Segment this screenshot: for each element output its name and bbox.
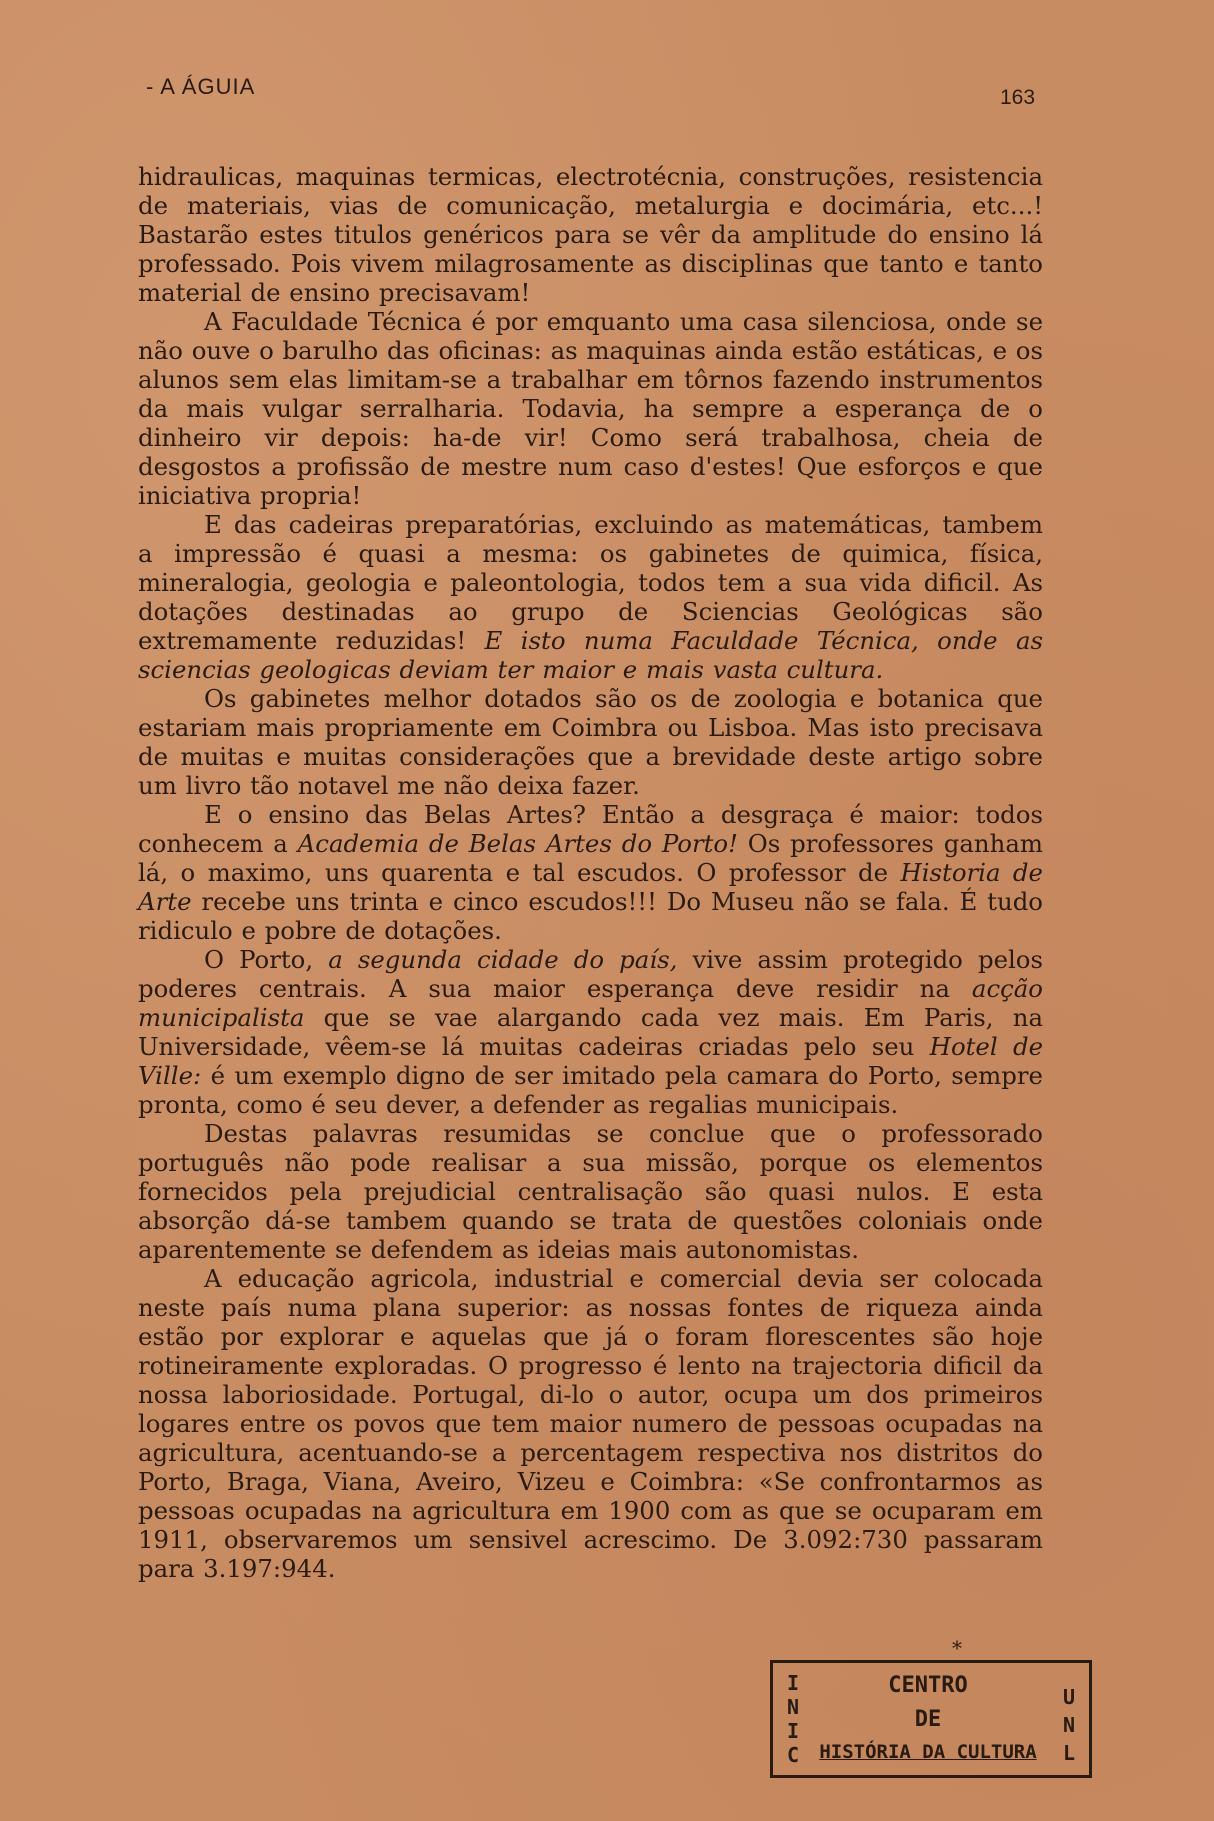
stamp-letter: U	[1062, 1685, 1076, 1709]
stamp-line-1: CENTRO	[888, 1673, 968, 1698]
text-run: A Faculdade Técnica é por emquanto uma casa silenciosa, onde se não ouve o barulho das oficinas: as maquinas ainda estão estáticas, e os alunos sem elas limitam-se a trabalhar em tôrnos fazendo instrumentos da mais vulgar serralharia. Todavia, ha sempre a esperança de o dinheiro vir depois: ha-de vir! Como será trabalhosa, cheia de desgostos a profissão de mestre num caso d'estes! Que esforços e que iniciativa propria!	[138, 307, 1043, 510]
library-stamp	[770, 1660, 1092, 1778]
text-run: vive assim protegido pelos poderes centrais. A sua maior esperança deve residir na	[138, 945, 1044, 1003]
text-run: A educação agricola, industrial e comercial devia ser colocada neste país numa plana superior: as nossas fontes de riqueza ainda estão por explorar e aquelas que já o foram florescentes são hoje rotineiramente exploradas. O progresso é lento na trajectoria dificil da nossa laboriosidade. Portugal, di-lo o autor, ocupa um dos primeiros logares entre os povos que tem maior numero de pessoas ocupadas na agricultura, acentuando-se a percentagem respectiva nos distritos do Porto, Braga, Viana, Aveiro, Vizeu e Coimbra: «Se confrontarmos as pessoas ocupadas na agricultura em 1900 com as que se ocuparam em 1911, observaremos um sensivel acrescimo. De 3.092:730 passaram para 3.197:944.	[138, 1264, 1043, 1583]
italic-run: Historia de Arte	[138, 858, 1043, 916]
paragraph-6	[138, 945, 1043, 1119]
paragraph-8	[138, 1264, 1043, 1583]
stamp-line-3: HISTÓRIA DA CULTURA	[819, 1741, 1037, 1763]
paragraph-7	[138, 1119, 1043, 1264]
italic-run: Academia de Belas Artes do Porto!	[297, 829, 738, 858]
text-run: Os gabinetes melhor dotados são os de zoologia e botanica que estariam mais propriamente em Coimbra ou Lisboa. Mas isto precisava de muitas e muitas considerações que a brevidade deste artigo sobre um livro tão notavel me não deixa fazer.	[138, 684, 1043, 800]
text-run: que se vae alargando cada vez mais. Em Paris, na Universidade, vêem-se lá muitas cadeiras criadas pelo seu	[138, 1003, 1043, 1061]
text-run: E o ensino das Belas Artes? Então a desgraça é maior: todos conhecem a	[138, 800, 1043, 858]
text-run: é um exemplo digno de ser imitado pela camara do Porto, sempre pronta, como é seu dever, a defender as regalias municipais.	[138, 1061, 1043, 1119]
stamp-letter: C	[786, 1743, 800, 1767]
paragraph-4	[138, 684, 1043, 800]
italic-run: E isto numa Faculdade Técnica, onde as sciencias geologicas deviam ter maior e mais vasta cultura.	[138, 626, 1044, 684]
text-run: hidraulicas, maquinas termicas, electrotécnia, construções, resistencia de materiais, vias de comunicação, metalurgia e docimária, etc...! Bastarão estes titulos genéricos para se vêr da amplitude do ensino lá professado. Pois vivem milagrosamente as disciplinas que tanto e tanto material de ensino precisavam!	[138, 162, 1043, 307]
text-run: Os professores ganham lá, o maximo, uns quarenta e tal escudos. O professor de	[138, 829, 1043, 887]
italic-run: acção municipalista	[138, 974, 1043, 1032]
text-run: O Porto,	[204, 945, 329, 974]
paragraph-2	[138, 307, 1043, 510]
stamp-line-2: DE	[914, 1707, 942, 1732]
paragraph-3	[138, 510, 1043, 684]
italic-run: a segunda cidade do país,	[328, 945, 678, 974]
text-run: Destas palavras resumidas se conclue que o professorado português não pode realisar a sua missão, porque os elementos fornecidos pela prejudicial centralisação são quasi nulos. E esta absorção dá-se tambem quando se trata de questões coloniais onde aparentemente se defendem as ideias mais autonomistas.	[138, 1119, 1043, 1264]
section-asterisk: *	[952, 1636, 962, 1660]
text-run: E das cadeiras preparatórias, excluindo as matemáticas, tambem a impressão é quasi a mesma: os gabinetes de quimica, física, mineralogia, geologia e paleontologia, todos tem a sua vida dificil. As dotações destinadas ao grupo de Sciencias Geológicas são extremamente reduzidas!	[138, 510, 1043, 655]
body-text	[138, 162, 1043, 1583]
stamp-right-letters	[1059, 1683, 1079, 1767]
stamp-letter: I	[786, 1719, 800, 1743]
paragraph-1	[138, 162, 1043, 307]
italic-run: Hotel de Ville:	[138, 1032, 1044, 1090]
stamp-letter: L	[1062, 1741, 1076, 1765]
stamp-letter: N	[1062, 1713, 1076, 1737]
paragraph-5	[138, 800, 1043, 945]
running-head: - A ÁGUIA	[146, 74, 256, 99]
stamp-left-letters	[783, 1671, 803, 1767]
stamp-letter: N	[786, 1695, 800, 1719]
text-run: recebe uns trinta e cinco escudos!!! Do Museu não se fala. É tudo ridiculo e pobre de dotações.	[138, 887, 1043, 945]
stamp-letter: I	[786, 1671, 800, 1695]
page-number: 163	[1000, 86, 1036, 109]
